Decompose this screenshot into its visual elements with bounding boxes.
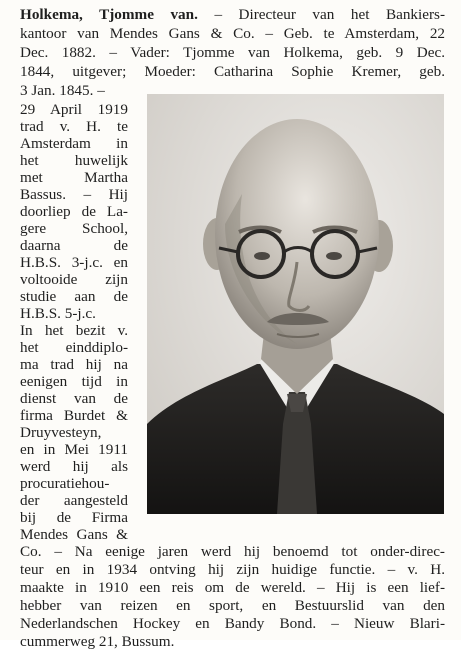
text-line: procuratiehou-	[20, 475, 110, 492]
text-line: gere School,	[20, 220, 128, 237]
entry-intro: – Directeur van het Bankiers-	[214, 6, 446, 23]
text-line: doorliep de La-	[20, 203, 128, 220]
text-line: 1844, uitgever; Moeder: Catharina Sophie Kremer, geb.	[20, 63, 445, 80]
text-line: bij de Firma	[20, 509, 128, 526]
text-line: der aangesteld	[20, 492, 128, 509]
text-line: H.B.S. 3-j.c. en	[20, 254, 128, 271]
text-line: hebber van reizen en sport, en Bestuurslid van den	[20, 597, 445, 614]
text-line: maakte in 1910 een reis om de wereld. – Hij is een lief-	[20, 579, 445, 596]
text-line: Dec. 1882. – Vader: Tjomme van Holkema, geb. 9 Dec.	[20, 44, 445, 61]
text-line: kantoor van Mendes Gans & Co. – Geb. te Amsterdam, 22	[20, 25, 445, 42]
text-line: en in Mei 1911	[20, 441, 128, 458]
text-line: teur en in 1934 ontving hij zijn huidige functie. – v. H.	[20, 561, 445, 578]
text-line: 3 Jan. 1845. –	[20, 82, 105, 99]
text-line: Nederlandschen Hockey en Bandy Bond. – Nieuw Blari-	[20, 615, 445, 632]
person-name: Holkema, Tjomme van.	[20, 6, 198, 23]
text-line: met Martha	[20, 169, 128, 186]
entry-heading-line	[20, 6, 445, 24]
text-line: H.B.S. 5-j.c.	[20, 305, 96, 322]
text-line: het einddiplo-	[20, 339, 128, 356]
portrait-image	[147, 94, 444, 514]
text-line: In het bezit v.	[20, 322, 128, 339]
text-line: daarna de	[20, 237, 128, 254]
text-line: het huwelijk	[20, 152, 128, 169]
text-line: Co. – Na eenige jaren werd hij benoemd tot onder-direc-	[20, 543, 445, 560]
text-line: cummerweg 21, Bussum.	[20, 633, 175, 650]
text-line: firma Burdet &	[20, 407, 128, 424]
text-line: werd hij als	[20, 458, 128, 475]
text-line: dienst van de	[20, 390, 128, 407]
text-line: voltooide zijn	[20, 271, 128, 288]
text-line: eenigen tijd in	[20, 373, 128, 390]
text-line: ma trad hij na	[20, 356, 128, 373]
text-line: studie aan de	[20, 288, 128, 305]
text-line: Druyvesteyn,	[20, 424, 102, 441]
text-line: Amsterdam in	[20, 135, 128, 152]
text-line: trad v. H. te	[20, 118, 128, 135]
text-line: Bassus. – Hij	[20, 186, 128, 203]
text-line: Mendes Gans &	[20, 526, 128, 543]
text-line: 29 April 1919	[20, 101, 128, 118]
portrait-photo	[147, 94, 444, 514]
